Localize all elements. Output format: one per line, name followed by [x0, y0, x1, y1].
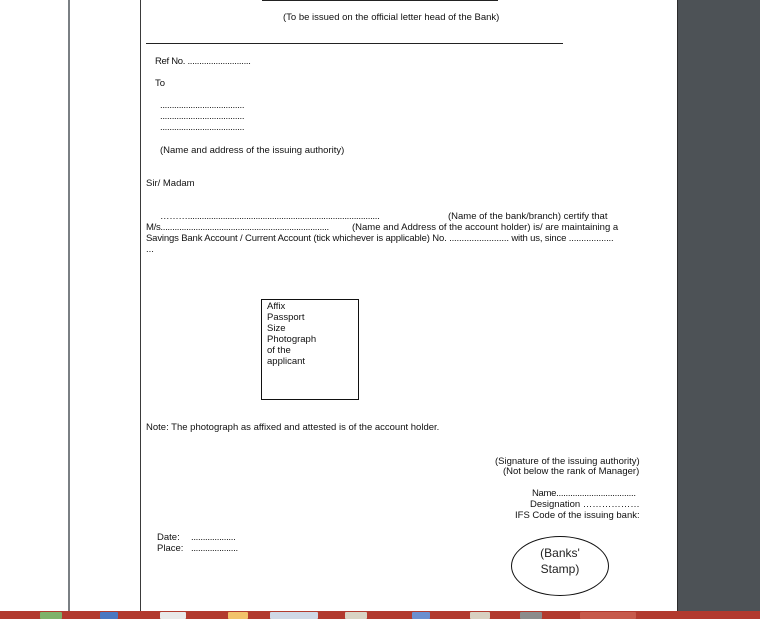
name-field: Name..................................	[532, 488, 636, 499]
body-line-1-end: (Name of the bank/branch) certify that	[448, 211, 608, 222]
taskbar-app-icon-10[interactable]	[580, 612, 636, 619]
taskbar-app-icon-1[interactable]	[40, 612, 62, 619]
taskbar-app-icon-6[interactable]	[345, 612, 367, 619]
salutation: Sir/ Madam	[146, 178, 195, 189]
ref-number: Ref No. ...........................	[155, 56, 251, 67]
to-label: To	[155, 78, 166, 89]
letterhead-divider	[146, 43, 563, 44]
photo-note: Note: The photograph as affixed and attested is of the account holder.	[146, 422, 440, 433]
taskbar	[0, 611, 760, 619]
body-line-2-end: (Name and Address of the account holder) is/ are maintaining a	[352, 222, 619, 233]
photo-box-line-4: Photograph	[267, 334, 317, 345]
designation-field: Designation ………………	[530, 499, 640, 510]
address-line-1: ....................................	[160, 100, 245, 111]
taskbar-app-icon-2[interactable]	[100, 612, 118, 619]
taskbar-app-icon-4[interactable]	[228, 612, 248, 619]
body-line-4: ...	[146, 244, 154, 255]
body-line-3: Savings Bank Account / Current Account (tick whichever is applicable) No. ........................ with us, since ..................	[146, 233, 614, 244]
letterhead-top-rule	[262, 0, 498, 1]
address-line-2: ....................................	[160, 111, 245, 122]
photo-box-line-2: Passport	[267, 312, 305, 323]
place-label: Place:	[157, 543, 184, 554]
body-line-2-start: M/s........................................................................	[146, 222, 329, 233]
date-label: Date:	[157, 532, 180, 543]
taskbar-app-icon-9[interactable]	[520, 612, 542, 619]
address-caption: (Name and address of the issuing authority)	[160, 145, 345, 156]
body-line-1-start: ………..................................................................................	[160, 211, 380, 222]
signature-caption: (Signature of the issuing authority)	[495, 456, 640, 467]
photo-box-line-6: applicant	[267, 356, 306, 367]
page-left-border	[140, 0, 141, 611]
document-page	[70, 0, 678, 611]
viewer-right-margin	[677, 0, 705, 611]
rank-caption: (Not below the rank of Manager)	[503, 466, 640, 477]
photo-box-line-3: Size	[267, 323, 286, 334]
ifsc-field: IFS Code of the issuing bank:	[515, 510, 640, 521]
address-line-3: ....................................	[160, 122, 245, 133]
bank-stamp-placeholder	[511, 536, 609, 596]
letterhead-note: (To be issued on the official letter head of the Bank)	[283, 12, 500, 23]
date-dots: ...................	[191, 532, 236, 543]
stamp-line-1: (Banks'	[540, 546, 580, 560]
photo-box-line-5: of the	[267, 345, 291, 356]
vertical-scrollbar-track[interactable]	[705, 0, 760, 611]
stamp-line-2: Stamp)	[540, 562, 580, 576]
taskbar-app-icon-7[interactable]	[412, 612, 430, 619]
taskbar-app-icon-8[interactable]	[470, 612, 490, 619]
taskbar-app-icon-3[interactable]	[160, 612, 186, 619]
viewer-left-panel	[0, 0, 70, 611]
photo-placeholder-box	[261, 299, 359, 400]
taskbar-app-icon-5[interactable]	[270, 612, 318, 619]
place-dots: ....................	[191, 543, 238, 554]
photo-box-line-1: Affix	[267, 301, 286, 312]
